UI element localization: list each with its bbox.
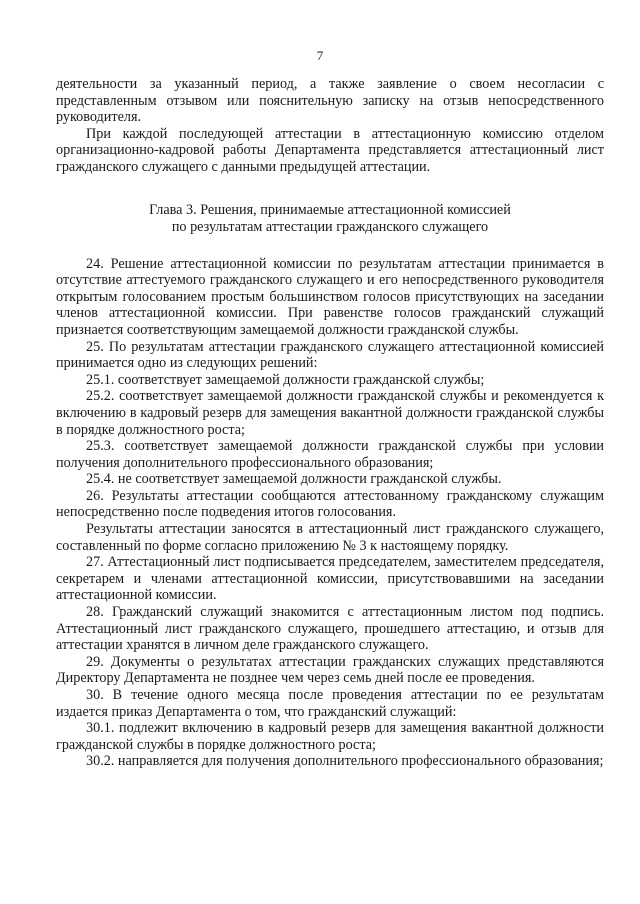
paragraph-24: 24. Решение аттестационной комиссии по результатам аттестации принимается в отсутствие аттестуемого гражданского служащего и его непосредственного руководителя открытым голосованием простым большинством голосов присутствующих на заседании членов аттестационной комиссии. При равенстве голосов гражданский служащий признается соответствующим замещаемой должности гражданской службы. [56,255,604,338]
document-body [56,76,604,770]
paragraph-25-4: 25.4. не соответствует замещаемой должности гражданской службы. [86,471,502,488]
chapter-title-line-2: по результатам аттестации гражданского служащего [171,218,489,235]
paragraph-30-1: 30.1. подлежит включению в кадровый резерв для замещения вакантной должности гражданской службы в порядке должностного роста; [56,720,604,753]
paragraph-intro-continuation: деятельности за указанный период, а также заявление о своем несогласии с представленным отзывом или пояснительную записку на отзыв непосредственного руководителя. [56,76,604,126]
paragraph-27: 27. Аттестационный лист подписывается председателем, заместителем председателя, секретарем и членами аттестационной комиссии, присутствовавшими на заседании аттестационной комиссии. [56,554,604,604]
paragraph-28: 28. Гражданский служащий знакомится с аттестационным листом под подпись. Аттестационный лист гражданского служащего, прошедшего аттестацию, и отзыв для аттестации хранятся в личном деле гражданского служащего. [56,604,604,654]
paragraph-30: 30. В течение одного месяца после проведения аттестации по ее результатам издается приказ Департамента о том, что гражданский служащий: [56,687,604,720]
paragraph-25-3: 25.3. соответствует замещаемой должности гражданской службы при условии получения дополнительного профессионального образования; [56,438,604,471]
paragraph-29: 29. Документы о результатах аттестации гражданских служащих представляются Директору Департамента не позднее чем через семь дней после ее проведения. [56,653,604,687]
paragraph-26: 26. Результаты аттестации сообщаются аттестованному гражданскому служащим непосредственно после подведения итогов голосования. [56,487,604,521]
chapter-heading [56,202,604,236]
paragraph-30-2: 30.2. направляется для получения дополнительного профессионального образования; [86,753,604,770]
page-number: 7 [316,48,324,63]
paragraph-25-2: 25.2. соответствует замещаемой должности гражданской службы и рекомендуется к включению в кадровый резерв для замещения вакантной должности гражданской службы в порядке должностного роста; [56,388,604,438]
chapter-title-line-1: Глава 3. Решения, принимаемые аттестационной комиссией [149,201,511,218]
paragraph-25-1: 25.1. соответствует замещаемой должности гражданской службы; [86,371,485,388]
paragraph-26-results: Результаты аттестации заносятся в аттестационный лист гражданского служащего, составленный по форме согласно приложению № 3 к настоящему порядку. [56,521,604,554]
paragraph-intro-previous-attestation: При каждой последующей аттестации в аттестационную комиссию отделом организационно-кадровой работы Департамента представляется аттестационный лист гражданского служащего с данными предыдущей аттестации. [56,125,604,175]
paragraph-25: 25. По результатам аттестации гражданского служащего аттестационной комиссией принимается одно из следующих решений: [56,338,604,372]
